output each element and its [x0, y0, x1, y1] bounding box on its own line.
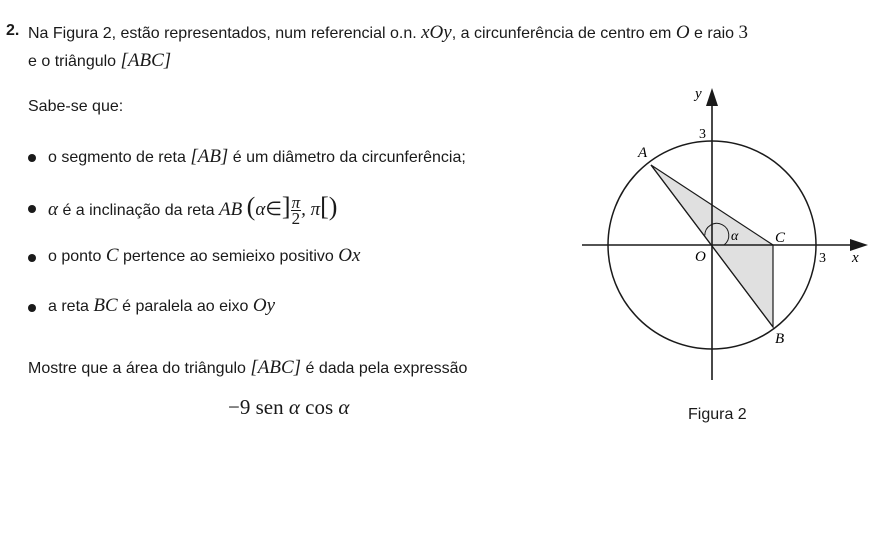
label-c: C	[775, 230, 786, 246]
y-axis-arrow	[706, 88, 718, 106]
known-heading: Sabe-se que:	[28, 98, 124, 115]
figure-2-diagram	[575, 80, 875, 390]
label-y: y	[695, 86, 702, 102]
bullet-2: α é a inclinação da reta AB (α∈] $\frac{\pi}{2}$ , π[)	[48, 192, 338, 229]
label-a: A	[638, 145, 648, 161]
bullet-4: a reta BC é paralela ao eixo Oy	[48, 295, 276, 316]
bullet-dot	[28, 254, 36, 262]
area-expression: −9 sen α cos α	[228, 395, 350, 419]
bullet-1: o segmento de reta [AB] é um diâmetro da circunferência;	[48, 146, 466, 167]
show-that-line: Mostre que a área do triângulo [ABC] é dada pela expressão	[28, 357, 468, 378]
question-number: 2.	[6, 22, 20, 39]
tick-x3: 3	[819, 251, 826, 266]
bullet-dot	[28, 304, 36, 312]
label-o: O	[695, 249, 706, 265]
bullet-3: o ponto C pertence ao semieixo positivo Ox	[48, 245, 361, 266]
figure-caption: Figura 2	[688, 406, 747, 423]
question-intro-line2: e o triângulo [ABC]	[28, 50, 172, 71]
label-b: B	[775, 331, 785, 347]
label-x: x	[852, 250, 859, 266]
question-intro-line1: Na Figura 2, estão representados, num referencial o.n. xOy, a circunferência de centro em O e raio 3	[28, 22, 748, 43]
bullet-dot	[28, 205, 36, 213]
tick-y3: 3	[699, 127, 706, 142]
bullet-dot	[28, 154, 36, 162]
label-alpha: α	[731, 229, 739, 244]
